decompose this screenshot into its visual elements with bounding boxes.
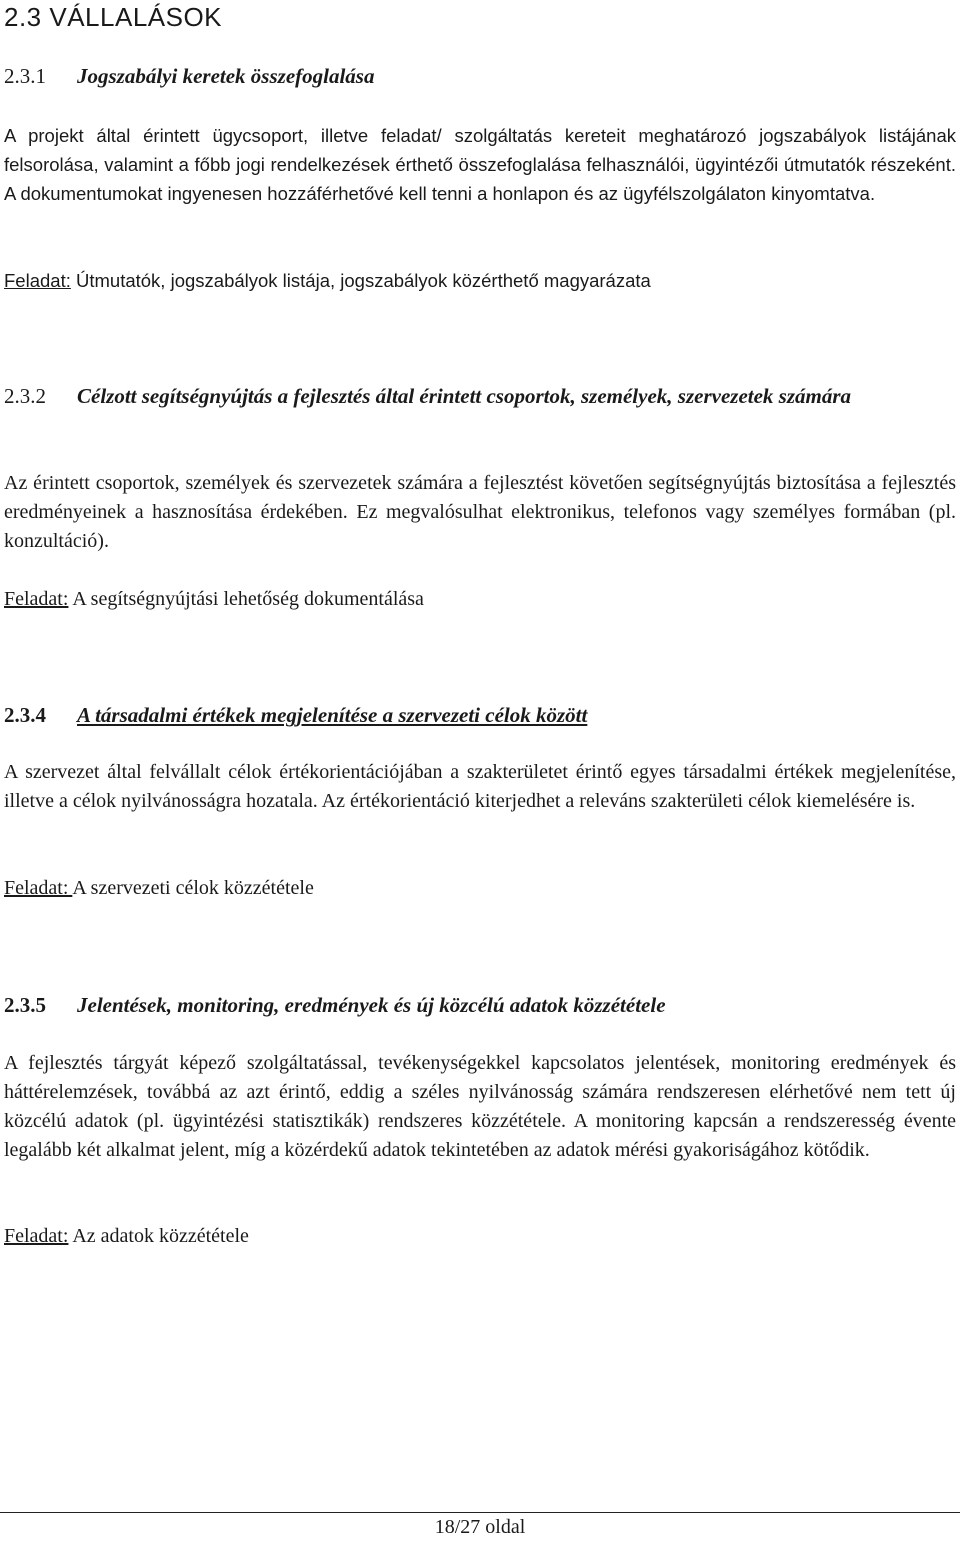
subsection-number: 2.3.5: [4, 993, 46, 1017]
task-text: A szervezeti célok közzététele: [72, 877, 314, 899]
subsection-body-2-3-1: A projekt által érintett ügycsoport, illetve feladat/ szolgáltatás kereteit meghatározó jogszabályok listájának felsorolása, valamint a főbb jogi rendelkezések érthető összefoglalása felhasználói, ügyintézői útmutatók részeként. A dokumentumokat ingyenesen hozzáférhetővé kell tenni a honlapon és az ügyfélszolgálaton kinyomtatva.: [4, 125, 956, 204]
subsection-number: 2.3.1: [4, 64, 46, 88]
task-line-2-3-1: [4, 266, 651, 295]
subsection-number: 2.3.2: [4, 384, 46, 408]
task-label: Feladat:: [4, 1225, 69, 1247]
task-line-2-3-4: [4, 874, 314, 903]
subsection-number: 2.3.4: [4, 703, 46, 727]
subsection-heading-2-3-5: [4, 991, 956, 1020]
page-number: 18/27 oldal: [434, 1516, 526, 1538]
subsection-heading-2-3-2: [4, 382, 956, 411]
subsection-body-2-3-2: Az érintett csoportok, személyek és szervezetek számára a fejlesztést követően segítségnyújtás biztosítása a fejlesztés eredményeinek a hasznosítása érdekében. Ez megvalósulhat elektronikus, telefonos vagy személyes formában (pl. konzultáció).: [4, 472, 956, 552]
task-label: Feladat:: [4, 588, 69, 610]
footer-divider: [0, 1512, 960, 1513]
subsection-body-2-3-4: A szervezet által felvállalt célok értékorientációjában a szakterületet érintő egyes társadalmi értékek megjelenítése, illetve a célok nyilvánosságra hozatala. Az értékorientáció kiterjedhet a releváns szakterületi célok kiemelésére is.: [4, 761, 956, 812]
task-label: Feladat:: [4, 877, 73, 899]
subsection-title: Célzott segítségnyújtás a fejlesztés által érintett csoportok, személyek, szervezetek számára: [77, 384, 852, 408]
task-text: Útmutatók, jogszabályok listája, jogszabályok közérthető magyarázata: [70, 270, 651, 291]
subsection-title: A társadalmi értékek megjelenítése a szervezeti célok között: [77, 703, 588, 727]
task-text: Az adatok közzététele: [68, 1225, 249, 1247]
task-line-2-3-5: [4, 1222, 249, 1251]
task-label: Feladat:: [4, 270, 71, 291]
subsection-title: Jogszabályi keretek összefoglalása: [77, 64, 375, 88]
section-title: 2.3 VÁLLALÁSOK: [4, 2, 223, 32]
subsection-heading-2-3-1: [4, 62, 956, 91]
task-text: A segítségnyújtási lehetőség dokumentálása: [68, 588, 424, 610]
subsection-title: Jelentések, monitoring, eredmények és új közcélú adatok közzététele: [77, 993, 666, 1017]
subsection-heading-2-3-4: [4, 701, 956, 730]
task-line-2-3-2: [4, 585, 424, 614]
subsection-body-2-3-5: A fejlesztés tárgyát képező szolgáltatással, tevékenységekkel kapcsolatos jelentések, monitoring eredmények és háttérelemzések, továbbá az azt érintő, eddig a széles nyilvánosság számára rendszeresen elérhetővé nem tett új közcélú adatok (pl. ügyintézési statisztikák) rendszeres közzététele. A monitoring kapcsán a rendszeresség évente legalább két alkalmat jelent, míg a közérdekű adatok tekintetében az adatok mérési gyakoriságához kötődik.: [4, 1052, 956, 1161]
